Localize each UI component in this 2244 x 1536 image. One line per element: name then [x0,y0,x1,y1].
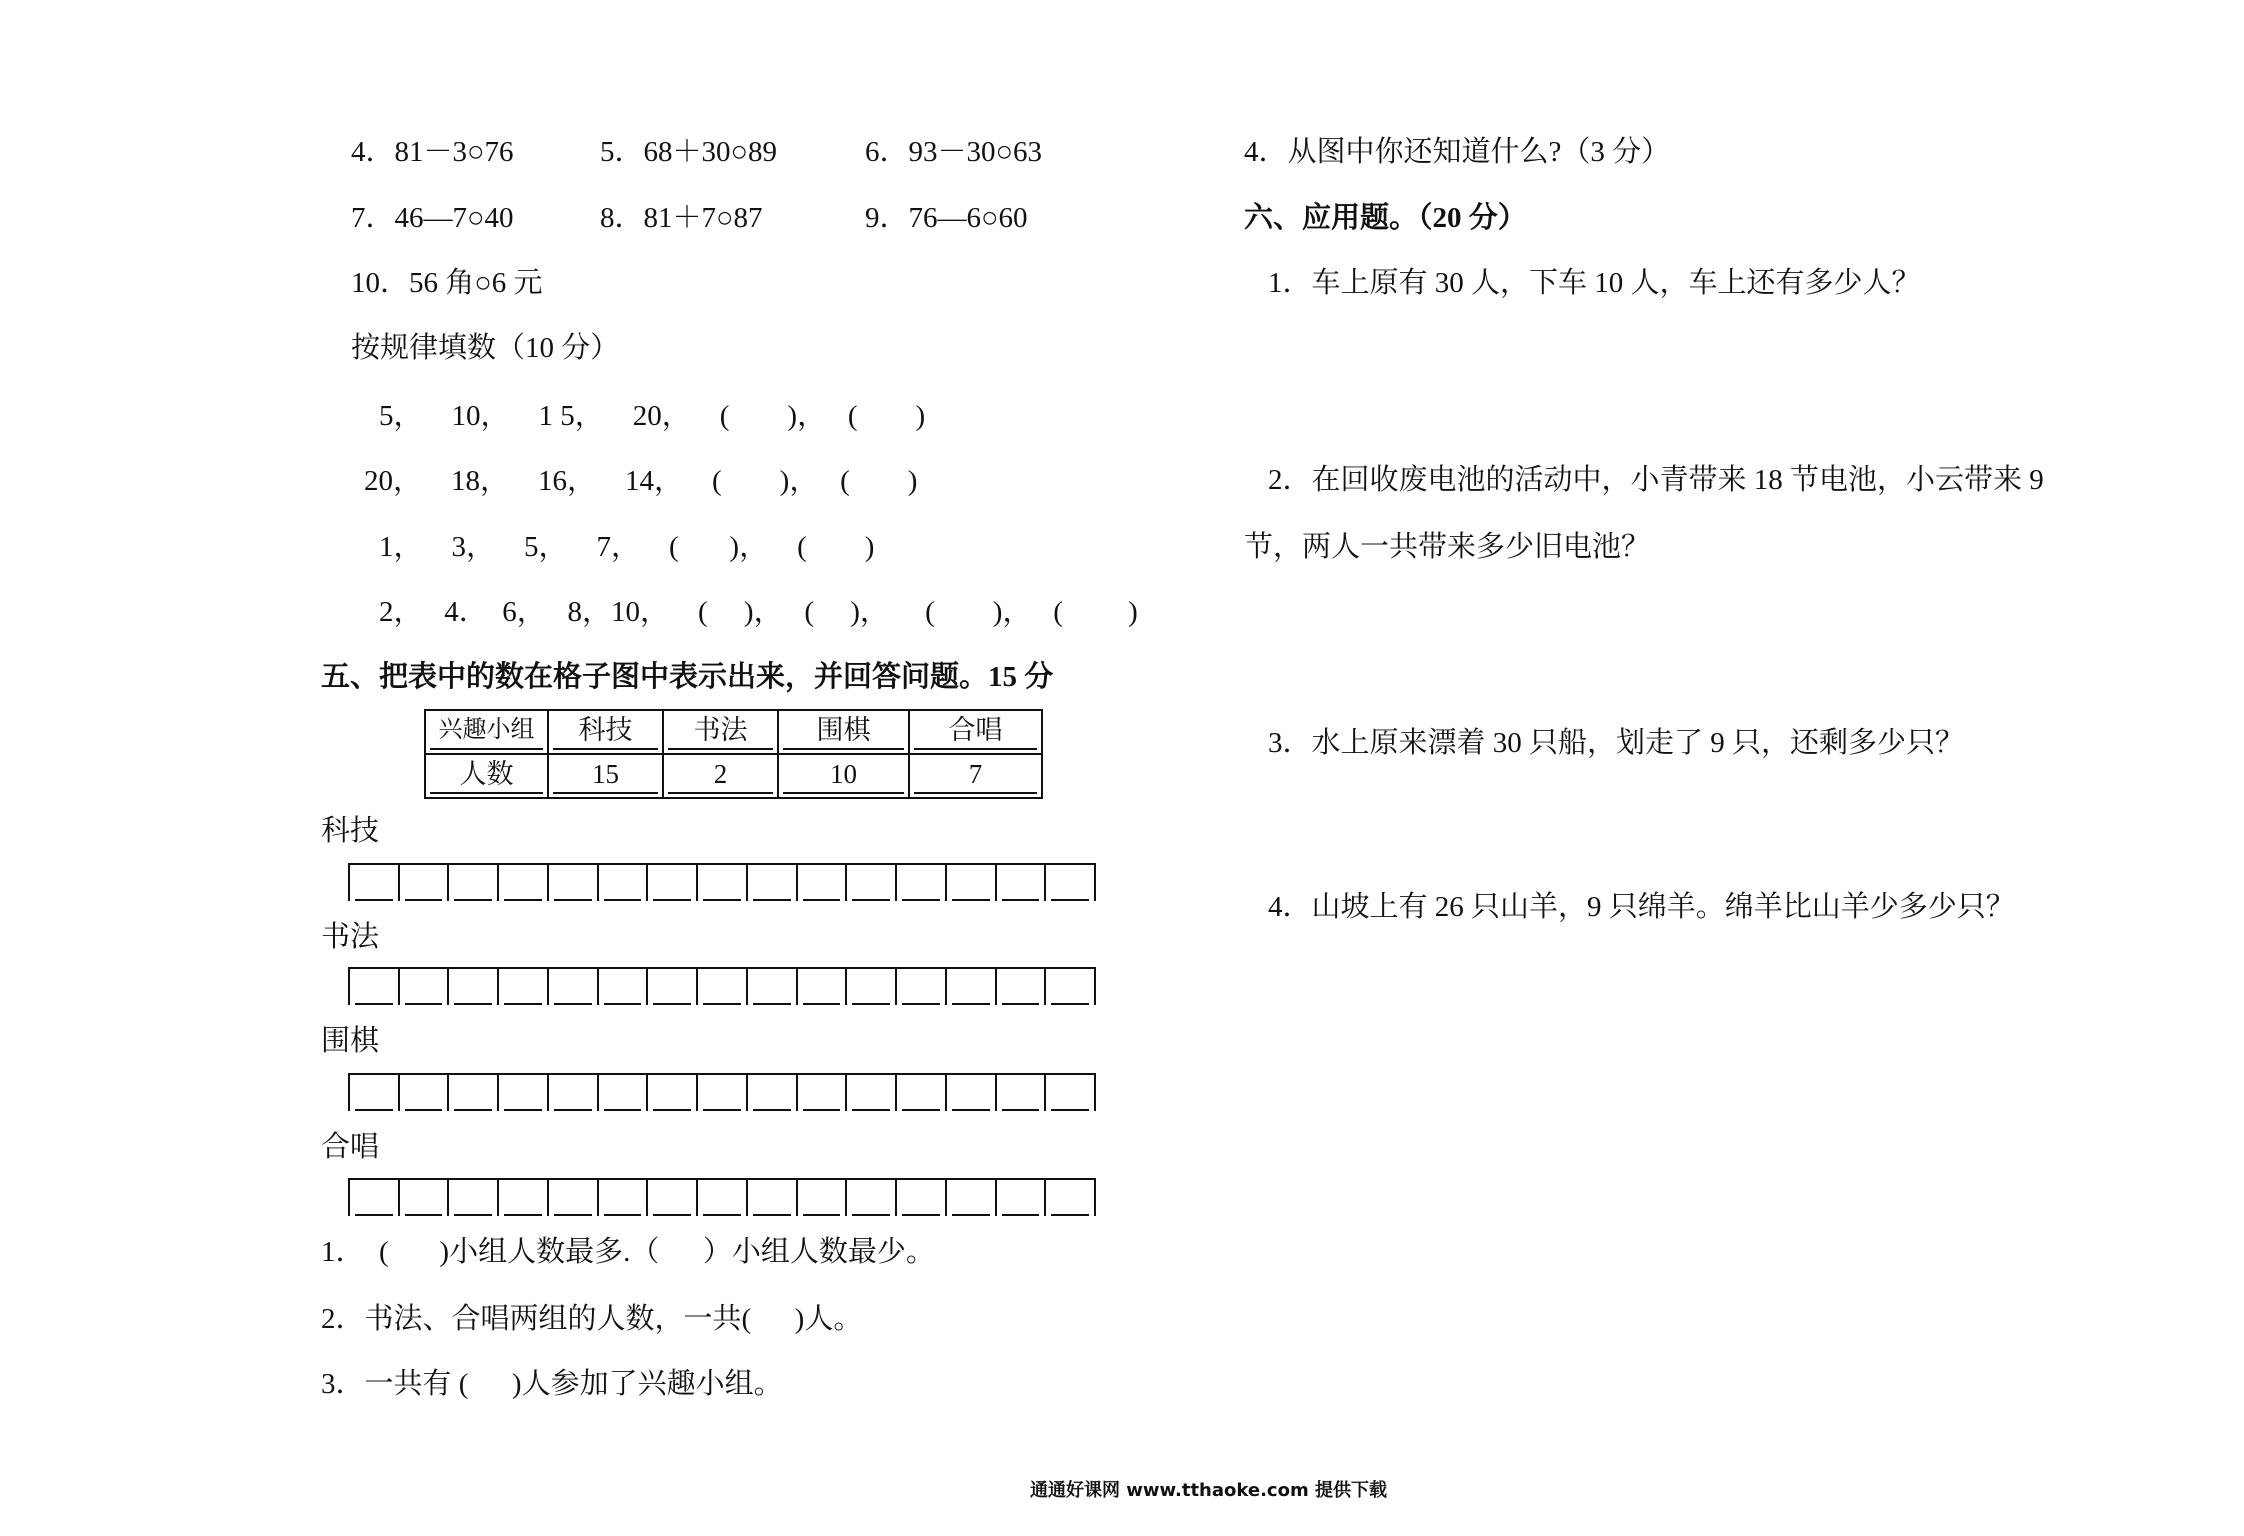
comparison-item: 4．81－3○76 [351,136,514,168]
grid-cell[interactable] [947,865,997,901]
word-problem-continuation: 节，两人一共带来多少旧电池？ [1244,531,1651,563]
pattern-row: 2， 4． 6， 8，10， ( )， ( )， ( )， ( ) [379,596,1138,628]
question-item: 4．从图中你还知道什么?（3 分） [1244,136,1671,168]
bar-grid-hechang[interactable] [348,1178,1096,1216]
grid-cell[interactable] [748,1075,798,1111]
grid-cell[interactable] [897,1075,947,1111]
grid-cell[interactable] [449,1180,499,1216]
grid-cell[interactable] [897,1180,947,1216]
grid-cell[interactable] [748,1180,798,1216]
grid-cell[interactable] [1046,1180,1094,1216]
pattern-heading: 按规律填数（10 分） [351,332,620,364]
grid-cell[interactable] [748,865,798,901]
grid-cell[interactable] [499,865,549,901]
grid-cell[interactable] [997,1180,1047,1216]
grid-cell[interactable] [400,1075,450,1111]
table-cell: 2 [663,754,778,798]
grid-cell[interactable] [599,865,649,901]
bar-grid-weiqi[interactable] [348,1073,1096,1111]
grid-cell[interactable] [997,1075,1047,1111]
word-problem: 4．山坡上有 26 只山羊，9 只绵羊。绵羊比山羊少多少只？ [1268,891,2015,923]
bar-grid-keji[interactable] [348,863,1096,901]
grid-cell[interactable] [698,1180,748,1216]
section5-heading: 五、把表中的数在格子图中表示出来，并回答问题。15 分 [321,661,1054,693]
grid-cell[interactable] [449,865,499,901]
grid-cell[interactable] [449,1075,499,1111]
grid-cell[interactable] [648,969,698,1005]
grid-label: 合唱 [321,1131,380,1163]
grid-cell[interactable] [997,865,1047,901]
section6-heading: 六、应用题。（20 分） [1244,202,1527,234]
grid-cell[interactable] [997,969,1047,1005]
word-problem: 1．车上原有 30 人，下车 10 人，车上还有多少人？ [1268,267,1921,299]
comparison-item: 9．76—6○60 [865,202,1028,234]
table-row [425,754,1042,798]
question-item: 1． ( )小组人数最多.（ ）小组人数最少。 [321,1236,935,1268]
grid-cell[interactable] [599,1075,649,1111]
grid-cell[interactable] [350,865,400,901]
grid-cell[interactable] [499,1075,549,1111]
table-header-cell: 科技 [548,710,663,754]
grid-cell[interactable] [400,865,450,901]
comparison-item: 8．81＋7○87 [600,202,763,234]
pattern-row: 20， 18， 16， 14， ( )， ( ) [364,465,918,497]
comparison-item: 5．68＋30○89 [600,136,778,168]
grid-cell[interactable] [499,969,549,1005]
grid-cell[interactable] [350,1180,400,1216]
table-header-cell: 合唱 [909,710,1042,754]
grid-cell[interactable] [847,969,897,1005]
grid-cell[interactable] [549,1180,599,1216]
grid-cell[interactable] [748,969,798,1005]
pattern-row: 1， 3， 5， 7， ( )， ( ) [379,531,875,563]
grid-cell[interactable] [847,865,897,901]
footer-credit: 通通好课网 www.tthaoke.com 提供下载 [1030,1480,1387,1501]
comparison-item: 6．93－30○63 [865,136,1043,168]
table-cell: 10 [778,754,909,798]
grid-cell[interactable] [549,969,599,1005]
grid-cell[interactable] [897,969,947,1005]
grid-cell[interactable] [1046,1075,1094,1111]
grid-cell[interactable] [947,1180,997,1216]
table-header-cell: 围棋 [778,710,909,754]
grid-cell[interactable] [897,865,947,901]
question-item: 3．一共有 ( )人参加了兴趣小组。 [321,1368,783,1400]
grid-label: 科技 [321,815,380,847]
grid-cell[interactable] [847,1075,897,1111]
bar-grid-shufa[interactable] [348,967,1096,1005]
comparison-item: 10．56 角○6 元 [351,267,543,299]
grid-cell[interactable] [350,969,400,1005]
grid-cell[interactable] [350,1075,400,1111]
comparison-item: 7．46—7○40 [351,202,514,234]
pattern-row: 5， 10， 1 5， 20， ( )， ( ) [379,400,926,432]
question-item: 2．书法、合唱两组的人数，一共( )人。 [321,1303,863,1335]
table-header-cell: 书法 [663,710,778,754]
grid-cell[interactable] [400,1180,450,1216]
grid-cell[interactable] [798,1180,848,1216]
grid-cell[interactable] [1046,865,1094,901]
grid-label: 围棋 [321,1025,380,1057]
grid-label: 书法 [321,921,380,953]
table-header-cell: 兴趣小组 [425,710,548,754]
grid-cell[interactable] [698,969,748,1005]
word-problem: 3．水上原来漂着 30 只船，划走了 9 只，还剩多少只？ [1268,727,1965,759]
grid-cell[interactable] [798,1075,848,1111]
word-problem: 2．在回收废电池的活动中，小青带来 18 节电池，小云带来 9 [1268,464,2044,496]
grid-cell[interactable] [499,1180,549,1216]
grid-cell[interactable] [947,969,997,1005]
grid-cell[interactable] [847,1180,897,1216]
grid-cell[interactable] [698,1075,748,1111]
grid-cell[interactable] [599,1180,649,1216]
table-header-row [425,710,1042,754]
interest-group-table [424,709,1043,799]
grid-cell[interactable] [798,969,848,1005]
grid-cell[interactable] [698,865,748,901]
grid-cell[interactable] [798,865,848,901]
table-cell: 人数 [425,754,548,798]
grid-cell[interactable] [599,969,649,1005]
table-cell: 15 [548,754,663,798]
table-cell: 7 [909,754,1042,798]
grid-cell[interactable] [549,865,599,901]
grid-cell[interactable] [1046,969,1094,1005]
grid-cell[interactable] [449,969,499,1005]
grid-cell[interactable] [648,1180,698,1216]
grid-cell[interactable] [549,1075,599,1111]
grid-cell[interactable] [648,1075,698,1111]
grid-cell[interactable] [400,969,450,1005]
grid-cell[interactable] [648,865,698,901]
grid-cell[interactable] [947,1075,997,1111]
